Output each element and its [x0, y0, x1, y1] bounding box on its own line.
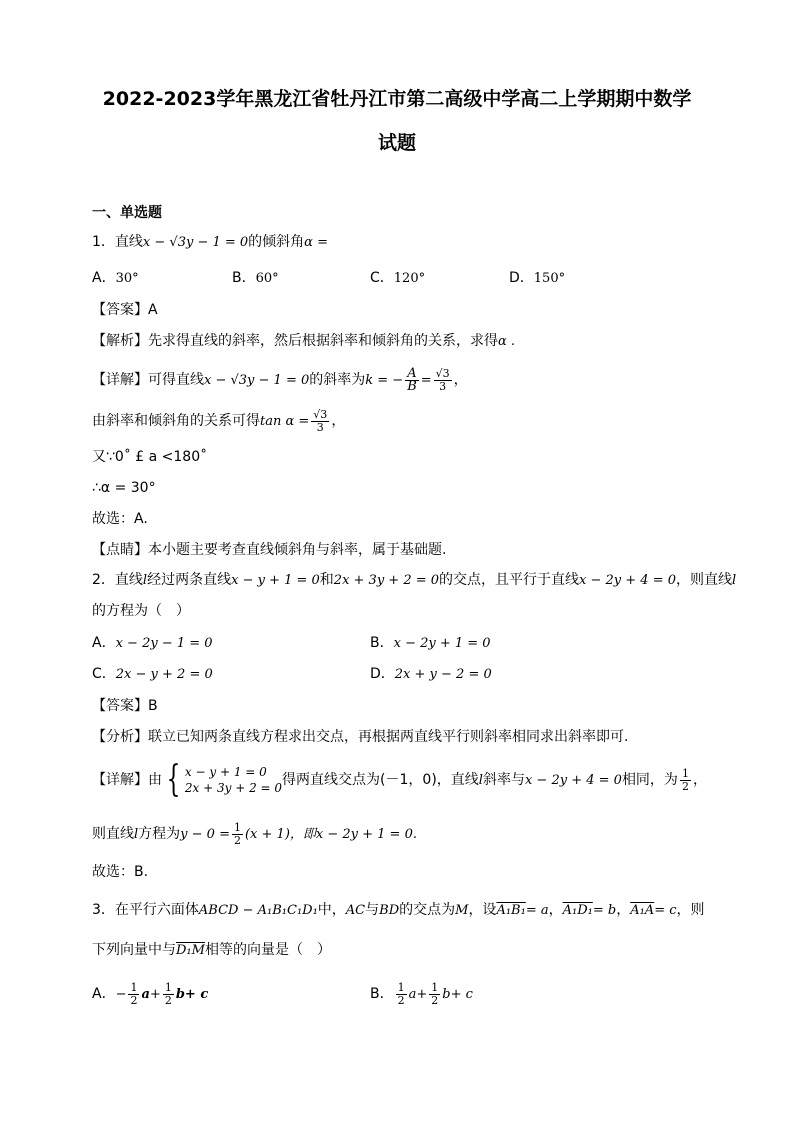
vector-b: b: [175, 987, 185, 1002]
line-l: l: [732, 573, 737, 588]
fraction-denominator: 2: [130, 993, 138, 1007]
fraction-numerator: √3: [435, 366, 450, 380]
segment-bd: BD: [379, 903, 400, 918]
fraction-numerator: A: [407, 365, 417, 381]
q3-stem-line2: [92, 940, 331, 961]
q2-equation-line: [92, 816, 417, 853]
line-l: l: [478, 773, 483, 788]
q2-option-d: [370, 664, 492, 685]
q2-analysis: [92, 727, 628, 747]
detail-equation: x − 2y + 4 = 0: [524, 773, 622, 788]
option-value: 60°: [255, 271, 279, 286]
fraction-one-half: [163, 982, 174, 1007]
q3-stem-text-c: 的交点为: [399, 902, 456, 918]
option-value: 2x − y + 2 = 0: [115, 667, 213, 682]
comma: ，: [548, 902, 563, 918]
line-l: l: [142, 573, 148, 588]
option-label: B．: [232, 270, 256, 286]
tan-alpha: tan α =: [260, 414, 310, 429]
analysis-end: α .: [498, 334, 516, 349]
q1-choose: 故选：A.: [92, 511, 148, 527]
option-label: D．: [509, 270, 534, 286]
fraction-denominator: 2: [681, 779, 689, 793]
slope-k: k = −: [365, 373, 404, 388]
system-row-2: 2x + 3y + 2 = 0: [184, 781, 283, 795]
option-label: C．: [370, 270, 394, 286]
option-label: A．: [92, 270, 116, 286]
q2-stem-text-b: 经过两条直线: [147, 572, 232, 588]
q2-stem-line2: 的方程为（ ）: [92, 603, 190, 619]
section-heading: 一、单选题: [92, 205, 162, 221]
q2-stem-text-c: 的交点，且平行于直线: [439, 572, 580, 588]
analysis-tag: 【分析】: [92, 729, 148, 745]
plus-sign: +: [416, 987, 428, 1002]
q1-option-c: [370, 268, 425, 289]
detail-text-b: 的斜率为: [309, 372, 366, 388]
parallelepiped: ABCD − A₁B₁C₁D₁: [198, 903, 318, 918]
fraction-sqrt3-over-3: [434, 368, 452, 393]
q2-detail: [92, 760, 707, 801]
option-label: B．: [370, 986, 394, 1002]
q1-detail: [92, 362, 468, 399]
equation-system: { x − y + 1 = 0 2x + 3y + 2 = 0: [166, 759, 283, 800]
vector-a: a: [141, 987, 150, 1002]
detail-text: 可得直线: [148, 372, 204, 388]
q3-stem-text-e: ，则: [676, 902, 705, 918]
text-b: 方程为: [138, 826, 181, 842]
tan-text: 由斜率和倾斜角的关系可得: [92, 413, 260, 429]
q2-option-c: [92, 664, 213, 685]
fraction-one-half: [396, 982, 407, 1007]
note-tag: 【点睛】: [92, 542, 148, 558]
comma: ，: [331, 413, 346, 429]
q1-option-a: [92, 268, 139, 289]
plus-sign: +: [149, 987, 161, 1002]
equation-2: 2x + 3y + 2 = 0: [333, 573, 440, 588]
final-equation: x − 2y + 1 = 0.: [315, 827, 417, 842]
option-value: 120°: [393, 271, 426, 286]
fraction-one-half: [128, 982, 139, 1007]
fraction-numerator: 1: [681, 766, 689, 780]
answer-tag: 【答案】: [92, 302, 148, 318]
detail-text-c: 斜率与: [482, 772, 525, 788]
point-slope-rhs: (x + 1)，即: [244, 827, 316, 842]
answer-value: A: [148, 302, 158, 318]
option-label: B．: [370, 635, 394, 651]
vector-a1d1: A₁D₁: [562, 903, 593, 918]
option-value: x − 2y + 1 = 0: [393, 636, 491, 651]
q1-option-b: [232, 268, 279, 289]
fraction-one-half: [680, 768, 691, 793]
q2-option-b: [370, 633, 491, 654]
and-text: 与: [365, 902, 380, 918]
option-value: x − 2y − 1 = 0: [115, 636, 213, 651]
q2-answer: [92, 696, 158, 716]
detail-tag: 【详解】: [92, 372, 148, 388]
detail-text-b: 得两直线交点为(－1，0)，直线: [282, 772, 479, 788]
equals-sign: =: [420, 373, 432, 388]
text-b: 相等的向量是（ ）: [204, 942, 331, 958]
analysis-text: 先求得直线的斜率，然后根据斜率和倾斜角的关系，求得: [148, 333, 498, 349]
detail-equation: x − √3y − 1 = 0: [204, 373, 310, 388]
q1-equation: x − √3y − 1 = 0: [142, 235, 249, 250]
text: 下列向量中与: [92, 942, 176, 958]
fraction-one-half: [232, 822, 243, 847]
fraction-denominator: 2: [397, 993, 405, 1007]
vector-d1m: D₁M: [176, 943, 205, 958]
option-label: A．: [92, 635, 116, 651]
equation-3: x − 2y + 4 = 0: [579, 573, 676, 588]
q1-range-line: 又∵0˚ £ a <180˚: [92, 449, 208, 465]
system-row-1: x − y + 1 = 0: [184, 765, 267, 779]
text: 则直线: [92, 826, 134, 842]
fraction-numerator: √3: [313, 407, 328, 421]
q3-stem-text: 3．在平行六面体: [92, 902, 199, 918]
fraction-denominator: 2: [164, 993, 172, 1007]
q1-tan-line: [92, 403, 345, 440]
minus-sign: −: [115, 987, 127, 1002]
fraction-denominator: 2: [431, 993, 439, 1007]
q1-answer: [92, 300, 158, 320]
fraction-a-over-b: [405, 365, 419, 394]
detail-tag: 【详解】: [92, 772, 148, 788]
fraction-sqrt3-over-3: [311, 409, 329, 434]
option-label: C．: [92, 666, 116, 682]
comma: ，: [616, 902, 631, 918]
q2-choose: 故选：B.: [92, 864, 149, 880]
segment-ac: AC: [345, 903, 366, 918]
q3-option-a: [92, 976, 208, 1013]
q2-stem: [92, 570, 736, 591]
and-text: 和: [319, 572, 334, 588]
point-slope-lhs: y − 0 =: [180, 827, 230, 842]
q1-stem: [92, 232, 328, 253]
vector-b: b: [442, 987, 451, 1002]
fraction-numerator: 1: [164, 980, 172, 994]
point-m: M: [455, 903, 469, 918]
analysis-tag: 【解析】: [92, 333, 148, 349]
note-text: 本小题主要考查直线倾斜角与斜率，属于基础题.: [148, 542, 447, 558]
fraction-numerator: 1: [397, 980, 405, 994]
q1-note: [92, 540, 446, 560]
option-label: A．: [92, 986, 116, 1002]
q1-stem-text-b: 的倾斜角: [248, 234, 305, 250]
q1-analysis: [92, 331, 515, 352]
vector-a1a: A₁A: [630, 903, 655, 918]
q3-stem-text-b: 中，: [317, 902, 346, 918]
answer-tag: 【答案】: [92, 698, 148, 714]
q1-option-d: [509, 268, 565, 289]
q1-stem-text: 1．直线: [92, 234, 143, 250]
option-value: 2x + y − 2 = 0: [394, 667, 492, 682]
option-label: D．: [370, 666, 395, 682]
vector-a1b1: A₁B₁: [496, 903, 526, 918]
q2-stem-text: 2．直线: [92, 572, 143, 588]
option-value: 150°: [533, 271, 566, 286]
fraction-denominator: 3: [316, 420, 324, 434]
detail-text-d: 相同，为: [621, 772, 678, 788]
vector-a: = a: [525, 903, 549, 918]
q3-stem: [92, 900, 705, 921]
fraction-denominator: 2: [233, 833, 241, 847]
vector-c: + c: [450, 987, 473, 1002]
fraction-denominator: 3: [439, 379, 447, 393]
comma: ，: [453, 372, 468, 388]
answer-value: B: [148, 698, 158, 714]
q3-stem-text-d: ，设: [468, 902, 497, 918]
option-value: 30°: [115, 271, 139, 286]
comma: ，: [692, 772, 707, 788]
q1-result-line: ∴α = 30°: [92, 480, 156, 496]
document-title-line1: 2022-2023学年黑龙江省牡丹江市第二高级中学高二上学期期中数学: [102, 88, 692, 110]
vector-c: = c: [654, 903, 677, 918]
q1-alpha: α =: [304, 235, 328, 250]
fraction-numerator: 1: [130, 980, 138, 994]
vector-b: = b: [592, 903, 617, 918]
detail-text: 由: [148, 772, 162, 788]
fraction-numerator: 1: [431, 980, 439, 994]
fraction-numerator: 1: [233, 820, 241, 834]
fraction-one-half: [429, 982, 440, 1007]
q2-option-a: [92, 633, 213, 654]
vector-a: a: [408, 987, 417, 1002]
q3-option-b: [370, 976, 473, 1013]
vector-c: + c: [184, 987, 209, 1002]
fraction-denominator: B: [407, 378, 417, 394]
equation-1: x − y + 1 = 0: [231, 573, 320, 588]
line-l: l: [134, 827, 139, 842]
analysis-text: 联立已知两条直线方程求出交点，再根据两直线平行则斜率相同求出斜率即可.: [148, 729, 629, 745]
q2-stem-text-d: ，则直线: [676, 572, 732, 588]
document-title-line2: 试题: [377, 132, 416, 154]
